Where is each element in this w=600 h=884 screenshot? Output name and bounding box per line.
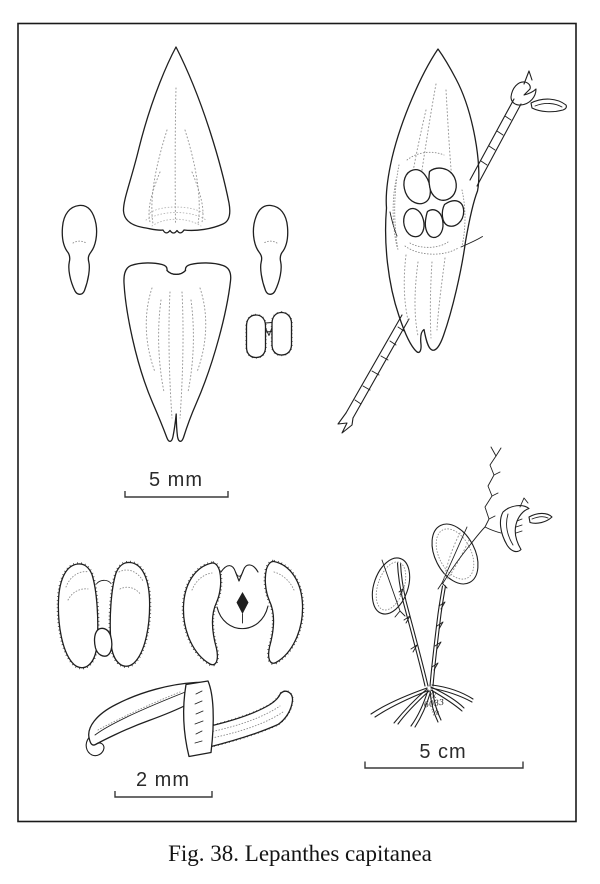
specimen-number-line: 6033	[423, 698, 445, 710]
lip-natural-position-drawing	[183, 561, 302, 664]
column-side-view-drawing	[86, 681, 292, 757]
scale-bar-5mm	[125, 491, 228, 497]
synsepal-drawing	[124, 263, 231, 441]
specimen-number-line: ℛ	[429, 690, 437, 701]
figure-frame	[18, 24, 576, 822]
dorsal-sepal-drawing	[123, 47, 229, 233]
scale-bar-2mm	[115, 791, 212, 797]
petal-left-drawing	[62, 205, 96, 294]
specimen-number-line: ⅞	[430, 707, 440, 718]
specimen-number-handwritten	[422, 691, 446, 719]
scale-bar-label-5cm: 5 cm	[419, 741, 467, 763]
lip-spread-drawing	[58, 562, 149, 667]
plant-habit-drawing	[365, 447, 552, 727]
petal-right-drawing	[253, 205, 287, 294]
scale-bar-label-5mm: 5 mm	[149, 469, 203, 491]
figure-caption: Fig. 38. Lepanthes capitanea	[168, 841, 432, 866]
lip-top-view-drawing	[247, 313, 292, 358]
scale-bar-label-2mm: 2 mm	[136, 769, 190, 791]
flower-lateral-view-drawing	[338, 49, 566, 433]
